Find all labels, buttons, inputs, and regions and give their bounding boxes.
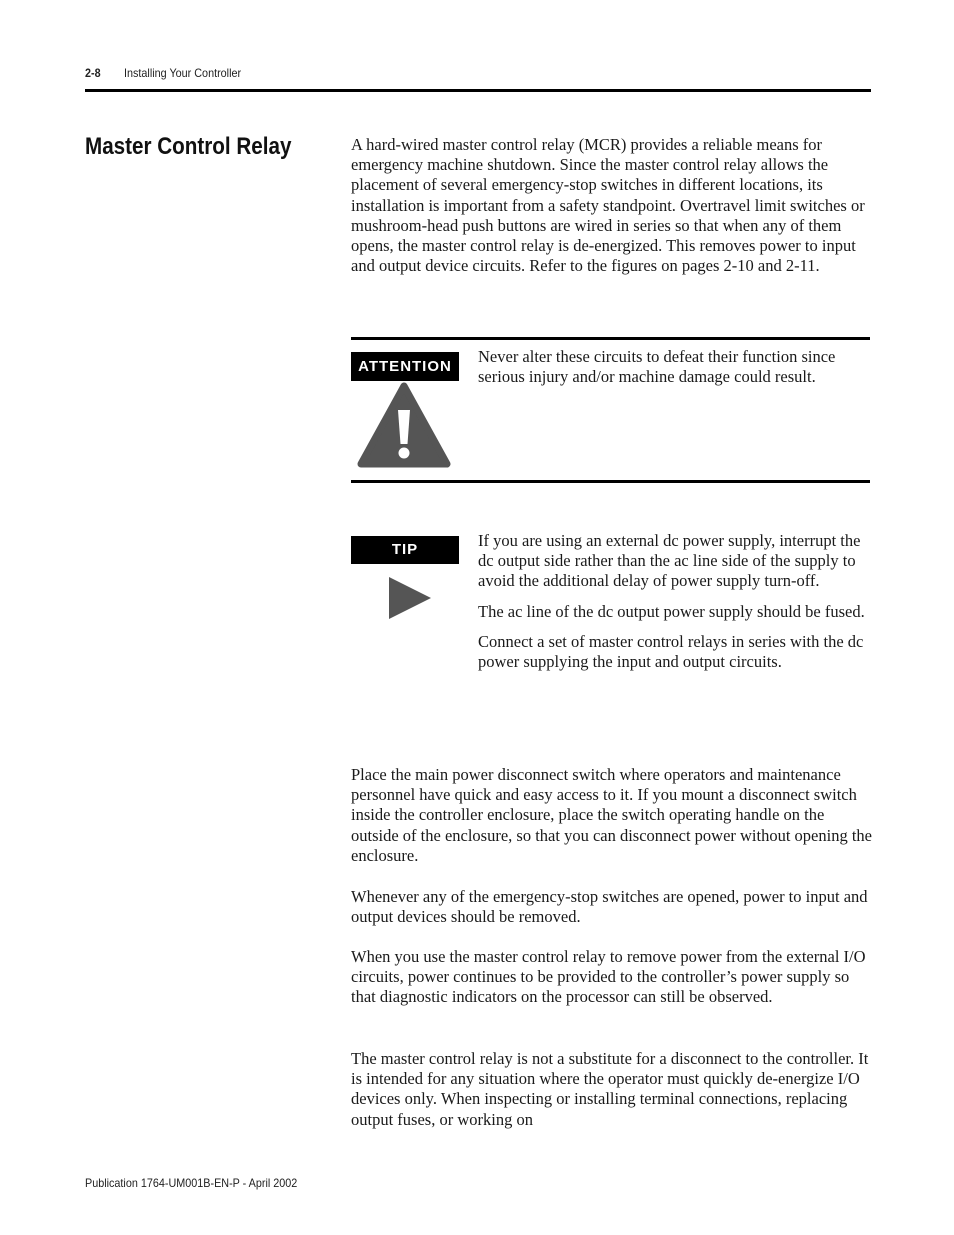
body-paragraph: Whenever any of the emergency-stop switches are opened, power to input and output devices should be removed. [351, 887, 868, 927]
tip-paragraph: Connect a set of master control relays in series with the dc power supplying the input and output circuits. [478, 631, 864, 672]
attention-badge: ATTENTION [351, 352, 459, 381]
tip-paragraph: If you are using an external dc power supply, interrupt the dc output side rather than the ac line side of the supply to avoid the additional delay of power supply turn-off. [478, 531, 861, 591]
intro-paragraph: A hard-wired master control relay (MCR) provides a reliable means for emergency machine shutdown. Since the master control relay allows the placement of several emergency-stop switches in different locations, its installation is important from a safety standpoint. Overtravel limit switches or mushroom-head push buttons are wired in series so that when any of them opens, the master control relay is de-energized. This removes power to input and output device circuits. Refer to the figures on pages 2-10 and 2-11. [351, 135, 865, 276]
tip-content [478, 531, 870, 682]
tip-badge: TIP [351, 536, 459, 564]
body-paragraph: When you use the master control relay to remove power from the external I/O circuits, power continues to be provided to the controller’s power supply so that diagnostic indicators on the processor can still be observed. [351, 947, 866, 1007]
chapter-title: Installing Your Controller [124, 66, 242, 80]
attention-rule-bottom [351, 480, 870, 483]
running-header [85, 66, 241, 80]
attention-text: Never alter these circuits to defeat their function since serious injury and/or machine damage could result. [478, 347, 836, 387]
body-paragraph: The master control relay is not a substitute for a disconnect to the controller. It is intended for any situation where the operator must quickly de-energize I/O devices only. When inspecting or installing terminal connections, replacing output fuses, or working on [351, 1049, 869, 1129]
tip-paragraph: The ac line of the dc output power supply should be fused. [478, 601, 865, 621]
attention-rule-top [351, 337, 870, 340]
publication-footer: Publication 1764-UM001B-EN-P - April 2002 [85, 1176, 298, 1190]
play-arrow-icon [387, 576, 433, 620]
page-number: 2-8 [85, 66, 101, 80]
section-title: Master Control Relay [85, 133, 292, 160]
body-paragraph: Place the main power disconnect switch where operators and maintenance personnel have quick and easy access to it. If you mount a disconnect switch inside the controller enclosure, place the switch operating handle on the outside of the enclosure, so that you can disconnect power without opening the enclosure. [351, 765, 872, 865]
header-rule [85, 89, 871, 92]
warning-exclamation-icon [357, 382, 451, 468]
